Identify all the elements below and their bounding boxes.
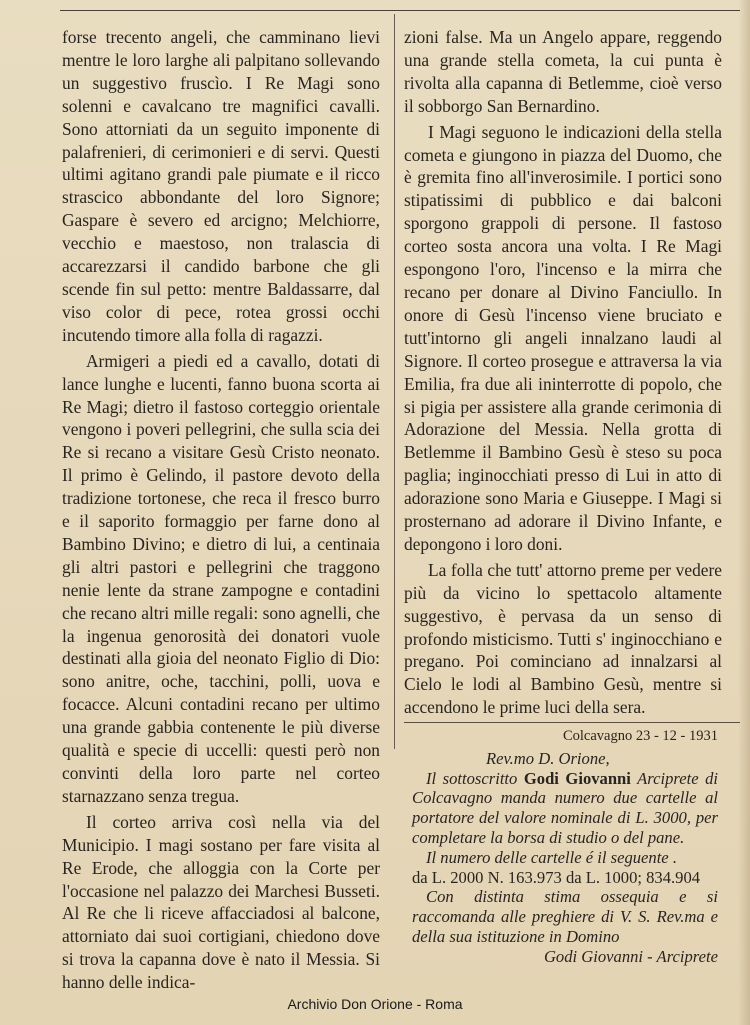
paragraph: La folla che tutt' attorno preme per vedere più da vicino lo spettacolo altamente suggestivo, è pervasa da un senso di profondo misticismo. Tutti s' inginocchiano e pregano. Poi cominciano ad innalzarsi al Cielo le lodi al Bambino Gesù, mentre si accendono le prime luci della sera. xyxy=(404,559,722,718)
letter-box xyxy=(412,727,718,967)
right-column xyxy=(404,26,722,719)
letter-body-pre: Il sottoscritto xyxy=(426,768,524,788)
archive-footer: Archivio Don Orione - Roma xyxy=(287,996,463,1012)
letter-author-name: Godi Giovanni xyxy=(523,768,631,788)
letter-body xyxy=(412,769,718,848)
letter-date: Colcavagno 23 - 12 - 1931 xyxy=(562,728,718,744)
paragraph: Armigeri a piedi ed a cavallo, dotati di lance lunghe e lucenti, fanno buona scorta ai Re Magi; dietro il fastoso corteggio orientale vengono i poveri pellegrini, che sulla scia dei Re si recano a visitare Gesù Cristo neonato. Il primo è Gelindo, il pastore devoto della tradizione tortonese, che reca il fresco burro e il saporito formaggio per farne dono al Bambino Divino; e dietro di lui, a centinaia gli altri pastori e pellegrini che traggono nenie lente da strane zampogne e contadini che recano altri mille regali: sono agnelli, che la ingenua genorosità dei donatori vuole destinati alla gioia del neonato Figlio di Dio: sono anitre, oche, tacchini, polli, uova e focacce. Alcuni contadini recano per ultimo una grande gabbia contenente le più diverse qualità e specie di uccelli: questi però non convinti della loro parte nel corteo starnazzano senza tregua. xyxy=(62,350,380,806)
left-column xyxy=(62,26,380,994)
letter-signature: Godi Giovanni - Arciprete xyxy=(543,946,718,966)
letter-rule xyxy=(404,722,740,723)
paragraph: Il corteo arriva così nella via del Municipio. I magi sostano per fare visita al Re Erode, che alloggia con la Corte per l'occasione nel palazzo dei Marchesi Busseti. Al Re che li riceve affacciadosi al balcone, attorniato dai suoi cortigiani, chiedono dove si trova la capanna dove è nato il Messia. Si hanno delle indica- xyxy=(62,811,380,993)
letter-body-post: Arciprete di Colcavagno manda numero due cartelle al portatore del valore nominale di L. 3000, per completare la borsa di studio o del pane. xyxy=(412,768,718,847)
letter-salutation: Rev.mo D. Orione, xyxy=(486,748,610,768)
column-divider xyxy=(394,14,395,749)
letter-closing: Con distinta stima ossequia e si raccomanda alle preghiere di V. S. Rev.ma e della sua istituzione in Domino xyxy=(412,887,718,946)
paragraph: forse trecento angeli, che camminano lievi mentre le loro larghe ali palpitano sollevando un suggestivo fruscìo. I Re Magi sono solenni e cavalcano tre magnifici cavalli. Sono attorniati da un seguito imponente di palafrenieri, di cerimonieri e di servi. Questi ultimi agitano grandi pale piumate e il ricco strascico abbondante del loro Signore; Gaspare è severo ed arcigno; Melchiorre, vecchio e maestoso, non tralascia di accarezzarsi il candido barbone che gli scende fin sul petto: mentre Baldassarre, dal viso color di pece, rotea grossi occhi incutendo timore alla folla di ragazzi. xyxy=(62,27,380,345)
top-rule xyxy=(60,10,740,11)
letter-numbers-intro: Il numero delle cartelle é il seguente . xyxy=(426,847,677,867)
paragraph: I Magi seguono le indicazioni della stella cometa e giungono in piazza del Duomo, che è gremita fino all'inverosimile. I portici sono stipatissimi di pubblico e dai balconi sporgono grappoli di persone. Il fastoso corteo sosta ancora una volta. I Re Magi espongono l'oro, l'incenso e la mirra che recano per donare al Divino Fanciullo. In onore di Gesù l'incenso viene bruciato e tutt'intorno gli angeli innalzano laudi al Signore. Il corteo prosegue e attraversa la via Emilia, fra due ali ininterrotte di popolo, che si pigia per assistere alla grande cerimonia di Adorazione del Messia. Nella grotta di Betlemme il Bambino Gesù è steso su poca paglia; inginocchiati presso di Lui in atto di adorazione sono Maria e Giuseppe. I Magi si prosternano ad adorare il Divino Infante, e depongono i loro doni. xyxy=(404,121,722,554)
paragraph: zioni false. Ma un Angelo appare, reggendo una grande stella cometa, la cui punta è rivolta alla capanna di Betlemme, cioè verso il sobborgo San Bernardino. xyxy=(404,27,722,116)
letter-numbers: da L. 2000 N. 163.973 da L. 1000; 834.904 xyxy=(412,867,701,887)
page-edge-shadow xyxy=(738,0,750,1025)
